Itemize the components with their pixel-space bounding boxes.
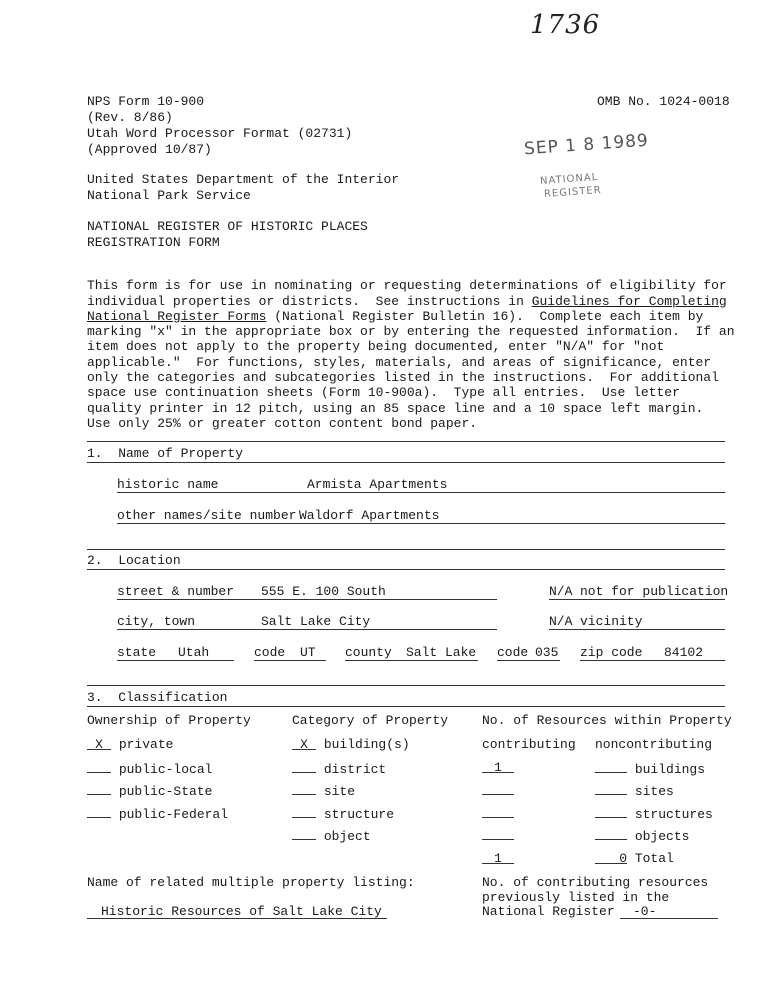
section-divider: [87, 569, 725, 570]
category-label: district: [323, 762, 387, 777]
stamp-line-register: REGISTER: [543, 185, 603, 200]
vicinity-value[interactable]: N/A: [549, 614, 573, 629]
category-mark: [292, 827, 316, 840]
ownership-mark: X: [87, 737, 111, 750]
related-listing-line: [87, 918, 387, 919]
form-format: Utah Word Processor Format (02731): [87, 126, 353, 141]
instructions-line: item does not apply to the property being documented, enter "N/A" for "not: [87, 339, 665, 355]
ownership-label: private: [118, 737, 174, 752]
resource-label: Total: [634, 851, 674, 866]
form-approval: (Approved 10/87): [87, 142, 212, 157]
resource-row-structures: [482, 805, 514, 822]
noncontributing-count[interactable]: [595, 805, 627, 818]
category-label: building(s): [323, 737, 410, 752]
county-value[interactable]: Salt Lake: [406, 645, 477, 660]
ownership-label: public-local: [118, 762, 213, 777]
street-label: street & number: [117, 584, 235, 599]
category-mark: [292, 782, 316, 795]
resource-label: buildings: [634, 762, 706, 777]
related-listing-label: Name of related multiple property listing:: [87, 875, 415, 890]
state-code-value[interactable]: UT: [300, 645, 316, 660]
category-option-buildings[interactable]: [292, 737, 410, 752]
zip-label: zip code: [580, 645, 643, 660]
other-names-value[interactable]: Waldorf Apartments: [299, 508, 440, 523]
received-date-stamp: SEP 1 8 1989: [523, 130, 650, 160]
ownership-label: public-Federal: [118, 807, 229, 822]
section-divider: [87, 462, 725, 463]
state-line: [117, 660, 234, 661]
resource-row-sites: [482, 782, 514, 799]
county-code-label: code: [497, 645, 529, 660]
resource-label: sites: [634, 784, 674, 799]
form-revision: (Rev. 8/86): [87, 110, 173, 125]
other-names-label: other names/site number: [117, 508, 297, 523]
city-line: [117, 629, 497, 630]
ownership-label: public-State: [118, 784, 213, 799]
form-subtitle: REGISTRATION FORM: [87, 235, 220, 250]
section-1-heading: 1. Name of Property: [87, 446, 244, 461]
noncontributing-count[interactable]: [595, 782, 627, 795]
street-value[interactable]: 555 E. 100 South: [261, 584, 386, 599]
county-code-value[interactable]: 035: [535, 645, 559, 660]
other-names-line: [117, 523, 725, 524]
noncontributing-total[interactable]: 0: [595, 851, 627, 864]
form-number: NPS Form 10-900: [87, 94, 205, 109]
resource-row-total-non: [595, 851, 674, 866]
resource-label: structures: [634, 807, 713, 822]
previously-listed-label-3: National Register: [482, 904, 615, 919]
noncontributing-count[interactable]: [595, 760, 627, 773]
section-divider: [87, 706, 725, 707]
state-label: state: [117, 645, 157, 660]
related-listing-value[interactable]: Historic Resources of Salt Lake City: [101, 904, 382, 919]
agency-name: National Park Service: [87, 188, 251, 203]
department-name: United States Department of the Interior: [87, 172, 400, 187]
previously-listed-label-1: No. of contributing resources: [482, 875, 709, 890]
instructions-line: [87, 309, 737, 324]
resource-row-buildings: [482, 760, 514, 775]
instructions-line: This form is for use in nominating or requesting determinations of eligibility for: [87, 278, 727, 294]
category-mark: [292, 760, 316, 773]
instructions-text: individual properties or districts. See instructions in: [87, 293, 532, 309]
category-mark: [292, 805, 316, 818]
category-option-structure[interactable]: [292, 805, 394, 822]
contributing-count[interactable]: 1: [482, 760, 514, 773]
state-value[interactable]: Utah: [178, 645, 210, 660]
instructions-line: only the categories and subcategories listed in the instructions. For additional: [87, 370, 719, 386]
county-label: county: [345, 645, 392, 660]
previously-listed-value[interactable]: -0-: [633, 904, 657, 919]
vicinity-label: vicinity: [580, 614, 643, 629]
resource-row-structures-non: [595, 805, 713, 822]
section-divider: [87, 549, 725, 550]
handwritten-number: 1736: [530, 10, 601, 40]
street-line: [117, 599, 497, 600]
state-code-line: [254, 660, 326, 661]
zip-line: [580, 660, 725, 661]
category-label: object: [323, 829, 371, 844]
instructions-line: applicable." For functions, styles, materials, and areas of significance, enter: [87, 354, 712, 370]
category-option-site[interactable]: [292, 782, 355, 799]
county-code-line: [497, 660, 560, 661]
instructions-line: marking "x" in the appropriate box or by entering the requested information. If an: [87, 324, 735, 340]
ownership-mark: [87, 782, 111, 795]
category-mark: X: [292, 737, 316, 750]
ownership-option-public-local[interactable]: [87, 760, 212, 777]
resource-label: objects: [634, 829, 690, 844]
resource-row-sites-non: [595, 782, 674, 799]
ownership-header: Ownership of Property: [87, 713, 251, 728]
instructions-line: quality printer in 12 pitch, using an 85 space line and a 10 space left margin.: [87, 400, 704, 416]
zip-value[interactable]: 84102: [664, 645, 704, 660]
contributing-count[interactable]: [482, 782, 514, 795]
contributing-total[interactable]: 1: [482, 851, 514, 864]
city-value[interactable]: Salt Lake City: [261, 614, 371, 629]
previously-listed-label-2: previously listed in the: [482, 890, 670, 905]
ownership-option-public-federal[interactable]: [87, 805, 228, 822]
historic-name-label: historic name: [117, 477, 219, 492]
resource-row-buildings-non: [595, 760, 705, 777]
resource-row-objects-non: [595, 827, 689, 844]
stamp-line-national: NATIONAL: [539, 171, 599, 188]
resources-header: No. of Resources within Property: [482, 713, 732, 728]
contributing-header: contributing: [482, 737, 576, 752]
ownership-mark: [87, 805, 111, 818]
resource-row-total: [482, 851, 514, 866]
county-line: [345, 660, 478, 661]
resource-row-objects: [482, 827, 514, 844]
category-label: structure: [323, 807, 395, 822]
category-header: Category of Property: [292, 713, 449, 728]
contributing-count[interactable]: [482, 805, 514, 818]
ownership-mark: [87, 760, 111, 773]
section-2-heading: 2. Location: [87, 553, 181, 568]
state-code-label: code: [254, 645, 286, 660]
not-for-publication-line: [549, 599, 725, 600]
contributing-count[interactable]: [482, 827, 514, 840]
category-option-object[interactable]: [292, 827, 371, 844]
section-divider: [87, 685, 725, 686]
instructions-line: space use continuation sheets (Form 10-900a). Type all entries. Use letter: [87, 385, 680, 401]
ownership-option-public-state[interactable]: [87, 782, 212, 799]
omb-number: OMB No. 1024-0018: [597, 94, 730, 109]
instructions-text: (National Register Bulletin 16). Complete each item by: [266, 308, 704, 324]
section-divider: [87, 441, 725, 442]
historic-name-value[interactable]: Armista Apartments: [307, 477, 448, 492]
historic-name-line: [117, 492, 725, 493]
city-label: city, town: [117, 614, 196, 629]
ownership-option-private[interactable]: [87, 737, 173, 752]
guidelines-reference: Guidelines for Completing: [531, 293, 727, 309]
category-label: site: [323, 784, 356, 799]
instructions-paragraph: [87, 263, 737, 447]
previously-listed-line: [620, 918, 718, 919]
category-option-district[interactable]: [292, 760, 386, 777]
noncontributing-header: noncontributing: [595, 737, 713, 752]
noncontributing-count[interactable]: [595, 827, 627, 840]
vicinity-line: [549, 629, 725, 630]
instructions-line: [87, 294, 737, 309]
guidelines-reference-cont: National Register Forms: [87, 308, 267, 324]
form-title: NATIONAL REGISTER OF HISTORIC PLACES: [87, 219, 368, 234]
not-for-publication-label: not for publication: [580, 584, 729, 599]
not-for-publication-value[interactable]: N/A: [549, 584, 573, 599]
section-3-heading: 3. Classification: [87, 690, 228, 705]
instructions-line: Use only 25% or greater cotton content bond paper.: [87, 415, 478, 431]
